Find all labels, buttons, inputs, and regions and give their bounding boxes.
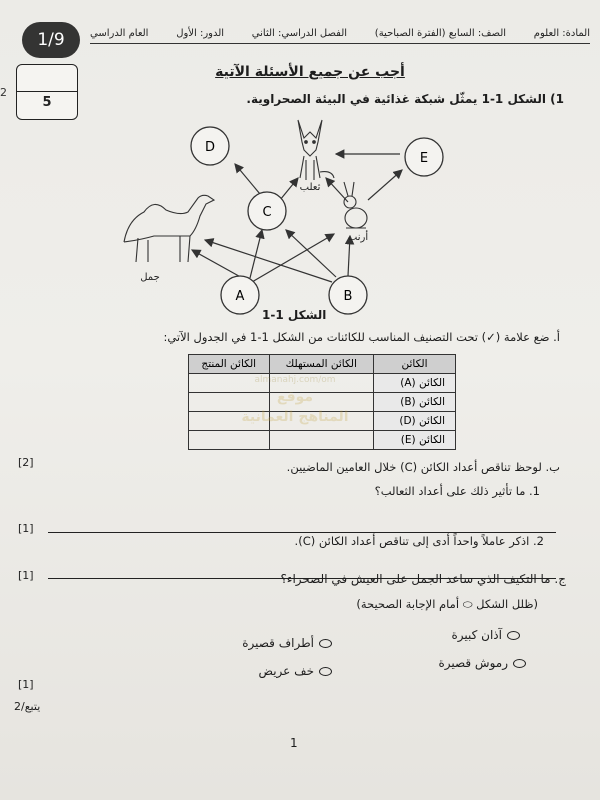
option-label: أطراف قصيرة <box>242 636 314 650</box>
header-semester: الفصل الدراسي: الثاني <box>251 28 348 39</box>
option-label: آذان كبيرة <box>451 628 502 642</box>
col-consumer: الكائن المستهلك <box>269 355 374 374</box>
exam-header <box>90 24 590 44</box>
arrow-a-to-rabbit <box>252 234 334 282</box>
camel-illustration <box>124 195 214 262</box>
node-c-label: C <box>262 205 272 220</box>
header-year: العام الدراسي <box>90 28 149 39</box>
part-b-q2-mark: [1] <box>18 569 34 582</box>
node-b-label: B <box>343 289 353 304</box>
arrow-c-to-fox <box>280 178 298 200</box>
fox-label: ثعلب <box>299 182 321 193</box>
option-label: خف عريض <box>258 664 314 678</box>
header-grade: الصف: السابع (الفترة الصباحية) <box>374 28 507 39</box>
part-a-mark: [2] <box>18 456 34 469</box>
part-c-mark: [1] <box>18 678 34 691</box>
producer-cell[interactable] <box>189 412 270 431</box>
producer-cell[interactable] <box>189 374 270 393</box>
part-a-question: أ. ضع علامة (✓) تحت التصنيف المناسب للكائنات من الشكل 1-1 في الجدول الآتي: <box>163 330 560 344</box>
node-d-label: D <box>204 140 216 155</box>
watermark-url: almanahj.com/om <box>254 375 336 385</box>
part-b-q1-mark: [1] <box>18 522 34 535</box>
arrow-a-to-c <box>250 230 262 278</box>
header-subject: المادة: العلوم <box>533 28 590 39</box>
rabbit-label: أرنب <box>347 232 369 243</box>
part-b-q1: 1. ما تأثير ذلك على أعداد الثعالب؟ <box>374 484 540 498</box>
consumer-cell[interactable] <box>269 431 374 450</box>
classification-table <box>188 354 456 450</box>
follow-note: يتبع/2 <box>14 700 41 713</box>
watermark-text-2: المناهج العمانية <box>241 409 349 425</box>
option-oval-icon[interactable] <box>319 639 332 648</box>
fox-illustration <box>298 120 334 180</box>
rabbit-illustration <box>344 182 367 228</box>
option-oval-icon[interactable] <box>507 631 520 640</box>
camel-label: جمل <box>140 272 160 283</box>
part-c-instruction: (ظلل الشكل ⬭ أمام الإجابة الصحيحة) <box>356 597 538 611</box>
option-wide-hoof[interactable] <box>259 664 332 678</box>
consumer-cell[interactable] <box>269 374 374 393</box>
consumer-cell[interactable] <box>269 393 374 412</box>
option-short-limbs[interactable] <box>242 636 332 650</box>
node-e-label: E <box>419 151 429 166</box>
row-label: الكائن (A) <box>374 374 456 393</box>
row-label: الكائن (D) <box>374 412 456 431</box>
table-header-row <box>189 355 456 374</box>
producer-cell[interactable] <box>189 393 270 412</box>
node-e <box>405 138 443 176</box>
row-label: الكائن (B) <box>374 393 456 412</box>
option-short-lashes[interactable] <box>438 656 526 670</box>
table-row <box>189 431 456 450</box>
mark-box-total: 5 <box>42 95 52 110</box>
page-counter[interactable]: 1/9 <box>22 22 80 58</box>
watermark-text-1: موقع <box>276 389 314 405</box>
figure-caption: الشكل 1-1 <box>262 308 327 322</box>
answer-line-b1[interactable] <box>48 532 556 533</box>
header-session: الدور: الأول <box>176 28 225 39</box>
node-c <box>248 192 286 230</box>
table-row <box>189 393 456 412</box>
row-label: الكائن (E) <box>374 431 456 450</box>
option-label: رموش قصيرة <box>438 656 508 670</box>
page-number: 1 <box>290 736 298 750</box>
arrow-rabbit-to-e <box>368 170 402 200</box>
mark-box-divider <box>17 91 77 92</box>
page-title: أجب عن جميع الأسئلة الآتية <box>215 64 405 80</box>
consumer-cell[interactable] <box>269 412 374 431</box>
node-a-label: A <box>235 289 245 304</box>
part-b-q2: 2. اذكر عاملاً واحداً أدى إلى تناقص أعداد الكائن (C). <box>294 534 544 548</box>
col-organism: الكائن <box>374 355 456 374</box>
option-oval-icon[interactable] <box>513 659 526 668</box>
side-number: 2 <box>0 86 7 99</box>
node-d <box>191 127 229 165</box>
node-a <box>221 276 259 314</box>
food-web-diagram <box>110 112 460 327</box>
part-c-question: ج. ما التكيف الذي ساعد الجمل على العيش في الصحراء؟ <box>280 572 566 586</box>
producer-cell[interactable] <box>189 431 270 450</box>
question-1: 1) الشكل 1-1 يمثّل شبكة غذائية في البيئة الصحراوية. <box>246 92 564 106</box>
option-large-ears[interactable] <box>451 628 520 642</box>
table-row <box>189 374 456 393</box>
table-row <box>189 412 456 431</box>
mark-box <box>16 64 78 120</box>
col-producer: الكائن المنتج <box>189 355 270 374</box>
option-oval-icon[interactable] <box>319 667 332 676</box>
node-b <box>329 276 367 314</box>
part-b-intro: ب. لوحظ تناقص أعداد الكائن (C) خلال العامين الماضيين. <box>286 460 560 474</box>
